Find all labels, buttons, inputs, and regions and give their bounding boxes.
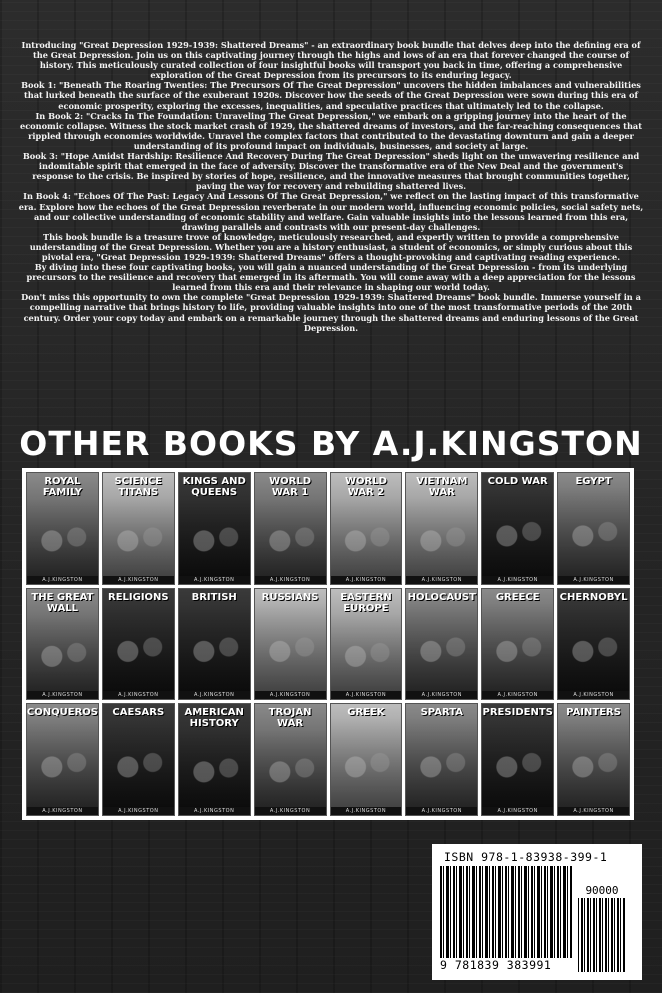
cover-illustration — [331, 614, 402, 692]
book-cover — [557, 703, 630, 816]
book-author: A.J.KINGSTON — [406, 576, 477, 584]
book-title: RELIGIONS — [108, 591, 169, 603]
cover-illustration — [179, 498, 250, 576]
book-cover — [330, 588, 403, 701]
book-author: A.J.KINGSTON — [103, 576, 174, 584]
blurb-paragraph: By diving into these four captivating books, you will gain a nuanced understanding of the Great Depression - from its underlying precursors to the resilience and recovery that emerged in its aftermath. You will come away with a deep appreciation for the lessons learned from this era and their relevance in shaping our world today. — [26, 262, 636, 293]
book-title: HOLOCAUST — [407, 591, 476, 603]
book-title: KINGS AND QUEENS — [182, 476, 246, 498]
book-cover — [102, 588, 175, 701]
book-title: PAINTERS — [566, 707, 621, 719]
book-title: CHERNOBYL — [559, 591, 628, 603]
cover-illustration — [27, 498, 98, 576]
book-author: A.J.KINGSTON — [558, 807, 629, 815]
addon-number: 90000 — [585, 884, 619, 897]
cover-illustration — [482, 718, 553, 807]
book-title: PRESIDENTS — [482, 707, 553, 719]
book-cover — [254, 703, 327, 816]
isbn-barcode-box — [432, 844, 642, 980]
book-title: GREECE — [495, 591, 540, 603]
book-title: WORLD WAR 2 — [344, 476, 387, 498]
book-title: RUSSIANS — [261, 591, 319, 603]
book-author: A.J.KINGSTON — [255, 807, 326, 815]
cover-illustration — [406, 718, 477, 807]
cover-illustration — [27, 718, 98, 807]
cover-illustration — [558, 487, 629, 576]
book-cover — [254, 588, 327, 701]
cover-illustration — [331, 718, 402, 807]
book-title: EGYPT — [575, 476, 612, 487]
cover-illustration — [103, 718, 174, 807]
book-cover — [330, 472, 403, 585]
book-cover — [102, 703, 175, 816]
book-author: A.J.KINGSTON — [331, 576, 402, 584]
cover-illustration — [482, 487, 553, 576]
book-author: A.J.KINGSTON — [331, 691, 402, 699]
cover-illustration — [255, 498, 326, 576]
book-author: A.J.KINGSTON — [482, 807, 553, 815]
cover-illustration — [179, 603, 250, 692]
book-title: BRITISH — [191, 591, 237, 603]
blurb-paragraph: Don't miss this opportunity to own the complete "Great Depression 1929-1939: Shattered Dreams" book bundle. Immerse yourself in a compelling narrative that brings history to life, providing valuable insights into one of the most transformative periods of the 20th century. Order your copy today and embark on a remarkable journey through the shattered dreams and enduring lessons of the Great Depression. — [21, 292, 641, 333]
book-author: A.J.KINGSTON — [482, 576, 553, 584]
book-author: A.J.KINGSTON — [103, 807, 174, 815]
book-cover — [330, 703, 403, 816]
addon-barcode — [578, 898, 626, 972]
book-author: A.J.KINGSTON — [255, 576, 326, 584]
book-description — [18, 40, 644, 333]
book-title: VIETNAM WAR — [416, 476, 468, 498]
book-grid — [26, 472, 630, 816]
cover-illustration — [482, 603, 553, 692]
cover-illustration — [406, 498, 477, 576]
barcode-row — [440, 866, 634, 972]
blurb-paragraph: Introducing "Great Depression 1929-1939: Shattered Dreams" - an extraordinary book bundle that delves deep into the defining era of the Great Depression. Join us on this captivating journey through the highs and lows of an era that forever changed the course of history. This meticulously curated collection of four insightful books will transport you back in time, offering a comprehensive exploration of the Great Depression from its precursors to its enduring legacy. — [21, 40, 641, 81]
cover-illustration — [558, 718, 629, 807]
cover-illustration — [558, 603, 629, 692]
book-author: A.J.KINGSTON — [179, 691, 250, 699]
book-title: WORLD WAR 1 — [269, 476, 312, 498]
book-author: A.J.KINGSTON — [406, 807, 477, 815]
cover-illustration — [103, 603, 174, 692]
blurb-paragraph: In Book 2: "Cracks In The Foundation: Unraveling The Great Depression," we embark on a gripping journey into the heart of the economic collapse. Witness the stock market crash of 1929, the shattered dreams of investors, and the far-reaching consequences that rippled through economies worldwide. Unravel the complex factors that contributed to the devastating downturn and gain a deeper understanding of its profound impact on individuals, businesses, and society at large. — [19, 110, 642, 151]
book-cover — [405, 472, 478, 585]
cover-illustration — [27, 614, 98, 692]
book-author: A.J.KINGSTON — [103, 691, 174, 699]
book-cover — [254, 472, 327, 585]
cover-illustration — [255, 729, 326, 807]
book-title: AMERICAN HISTORY — [184, 707, 244, 730]
book-title: GREEK — [347, 707, 385, 719]
book-title: CONQUEROS — [26, 707, 98, 719]
book-author: A.J.KINGSTON — [482, 691, 553, 699]
blurb-paragraph: Book 1: "Beneath The Roaring Twenties: The Precursors Of The Great Depression" uncovers the hidden imbalances and vulnerabilities that lurked beneath the surface of the exuberant 1920s. Discover how the seeds of the Great Depression were sown during this era of economic prosperity, exploring the excesses, inequalities, and speculative practices that ultimately led to the collapse. — [21, 80, 641, 111]
book-title: THE GREAT WALL — [31, 591, 94, 614]
cover-illustration — [331, 498, 402, 576]
book-cover — [481, 472, 554, 585]
ean-barcode — [440, 866, 572, 958]
book-cover — [481, 703, 554, 816]
book-cover — [26, 703, 99, 816]
book-author: A.J.KINGSTON — [558, 576, 629, 584]
book-catalog — [22, 468, 634, 820]
book-author: A.J.KINGSTON — [27, 691, 98, 699]
ean-number: 9 781839 383991 — [440, 958, 552, 972]
book-cover — [26, 588, 99, 701]
book-title: EASTERN EUROPE — [340, 591, 392, 614]
book-cover — [405, 588, 478, 701]
book-title: CAESARS — [112, 707, 165, 719]
book-author: A.J.KINGSTON — [406, 691, 477, 699]
cover-illustration — [179, 729, 250, 807]
isbn-label: ISBN 978-1-83938-399-1 — [444, 850, 608, 864]
book-author: A.J.KINGSTON — [558, 691, 629, 699]
price-addon — [578, 884, 626, 972]
book-author: A.J.KINGSTON — [255, 691, 326, 699]
book-author: A.J.KINGSTON — [331, 807, 402, 815]
book-cover — [178, 703, 251, 816]
book-cover — [178, 472, 251, 585]
book-cover — [102, 472, 175, 585]
book-cover — [481, 588, 554, 701]
book-title: ROYAL FAMILY — [42, 476, 83, 498]
book-cover — [405, 703, 478, 816]
book-author: A.J.KINGSTON — [27, 807, 98, 815]
book-author: A.J.KINGSTON — [179, 576, 250, 584]
book-title: SCIENCE TITANS — [114, 476, 163, 498]
book-title: SPARTA — [420, 707, 463, 719]
blurb-paragraph: This book bundle is a treasure trove of knowledge, meticulously researched, and expertly written to provide a comprehensive understanding of the Great Depression. Whether you are a history enthusiast, a student of economics, or simply curious about this pivotal era, "Great Depression 1929-1939: Shattered Dreams" offers a thought-provoking and captivating reading experience. — [29, 231, 633, 262]
cover-illustration — [406, 603, 477, 692]
blurb-paragraph: In Book 4: "Echoes Of The Past: Legacy And Lessons Of The Great Depression," we reflect on the lasting impact of this transformative era. Explore how the echoes of the Great Depression reverberate in our modern world, influencing economic policies, social safety nets, and our collective understanding of economic stability and welfare. Gain valuable insights into the lessons learned from this era, drawing parallels and contrasts with our present-day challenges. — [18, 191, 644, 232]
book-cover — [26, 472, 99, 585]
other-books-heading: OTHER BOOKS BY A.J.KINGSTON — [19, 424, 643, 463]
book-cover — [557, 588, 630, 701]
book-title: COLD WAR — [487, 476, 548, 487]
book-cover — [178, 588, 251, 701]
cover-illustration — [103, 498, 174, 576]
book-title: TROJAN WAR — [268, 707, 312, 730]
book-author: A.J.KINGSTON — [179, 807, 250, 815]
book-author: A.J.KINGSTON — [27, 576, 98, 584]
book-cover — [557, 472, 630, 585]
blurb-paragraph: Book 3: "Hope Amidst Hardship: Resilience And Recovery During The Great Depression" sheds light on the unwavering resilience and indomitable spirit that emerged in the face of adversity. Discover the transformative era of the New Deal and the government's response to the crisis. Be inspired by stories of hope, resilience, and the innovative measures that brought communities together, paving the way for recovery and rebuilding shattered lives. — [22, 151, 640, 192]
cover-illustration — [255, 603, 326, 692]
